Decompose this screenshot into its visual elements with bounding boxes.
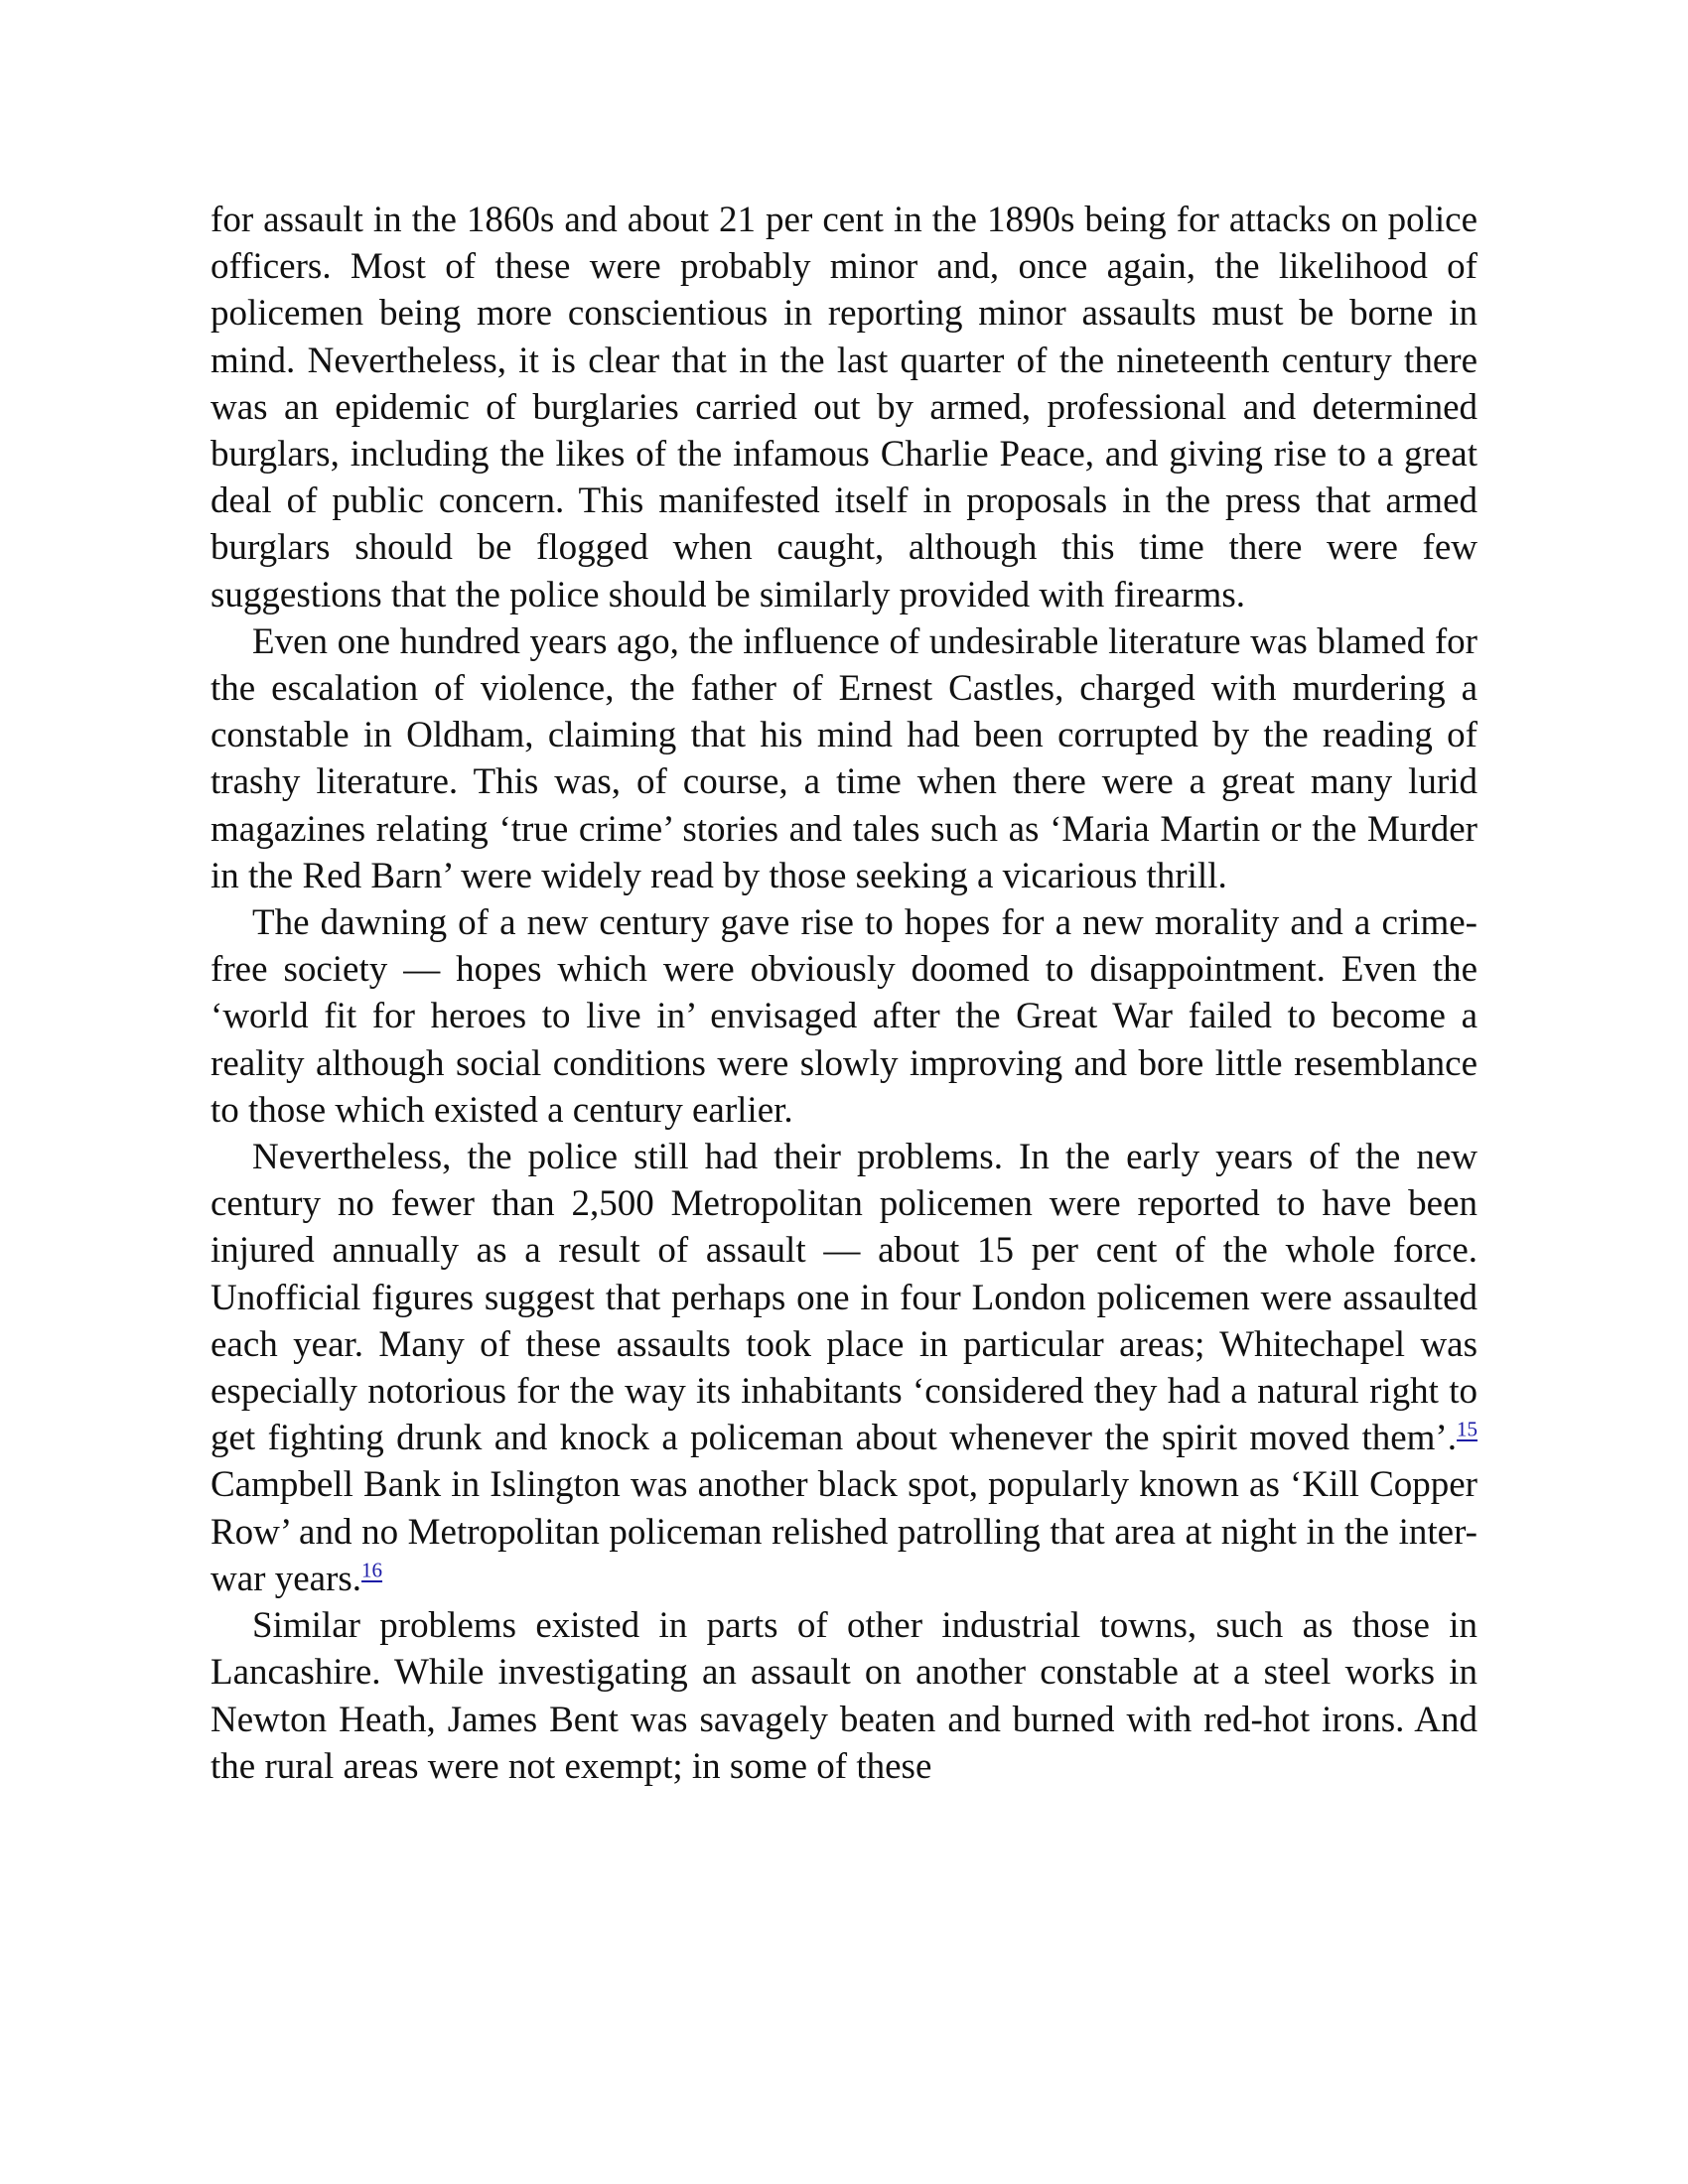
page-body: [211, 197, 1477, 1790]
paragraph-2: [211, 618, 1477, 899]
paragraph-text: Nevertheless, the police still had their problems. In the early years of the new century no fewer than 2,500 Metropolitan policemen were reported to have been injured annually as a result of assault — about 15 per cent of the whole force. Unofficial figures suggest that perhaps one in four London policemen were assaulted each year. Many of these assaults took place in particular areas; Whitechapel was especially notorious for the way its inhabitants ‘considered they had a natural right to get fighting drunk and knock a policeman about whenever the spirit moved them’.: [211, 1137, 1477, 1459]
paragraph-text: for assault in the 1860s and about 21 per cent in the 1890s being for attacks on police officers. Most of these were probably minor and, once again, the likelihood of policemen being more conscientious in reporting minor assaults must be borne in mind. Nevertheless, it is clear that in the last quarter of the nineteenth century there was an epidemic of burglaries carried out by armed, professional and determined burglars, including the likes of the infamous Charlie Peace, and giving rise to a great deal of public concern. This manifested itself in proposals in the press that armed burglars should be flogged when caught, although this time there were few suggestions that the police should be similarly provided with firearms.: [211, 200, 1477, 615]
footnote-link-15[interactable]: 15: [1457, 1417, 1477, 1441]
footnote-link-16[interactable]: 16: [361, 1558, 383, 1582]
paragraph-1: [211, 197, 1477, 618]
paragraph-text: Even one hundred years ago, the influence of undesirable literature was blamed for the escalation of violence, the father of Ernest Castles, charged with murdering a constable in Oldham, claiming that his mind had been corrupted by the reading of trashy literature. This was, of course, a time when there were a great many lurid magazines relating ‘true crime’ stories and tales such as ‘Maria Martin or the Murder in the Red Barn’ were widely read by those seeking a vicarious thrill.: [211, 620, 1477, 896]
paragraph-text: Similar problems existed in parts of other industrial towns, such as those in Lancashire. While investigating an assault on another constable at a steel works in Newton Heath, James Bent was savagely beaten and burned with red-hot irons. And the rural areas were not exempt; in some of these: [211, 1605, 1477, 1787]
paragraph-text: The dawning of a new century gave rise to hopes for a new morality and a crime-free society — hopes which were obviously doomed to disappointment. Even the ‘world fit for heroes to live in’ envisaged after the Great War failed to become a reality although social conditions were slowly improving and bore little resemblance to those which existed a century earlier.: [211, 902, 1477, 1131]
paragraph-text: Campbell Bank in Islington was another black spot, popularly known as ‘Kill Copper Row’ and no Metropolitan policeman relished patrolling that area at night in the inter-war years.: [211, 1464, 1477, 1599]
paragraph-4: [211, 1134, 1477, 1602]
paragraph-3: [211, 899, 1477, 1134]
paragraph-5: [211, 1602, 1477, 1790]
